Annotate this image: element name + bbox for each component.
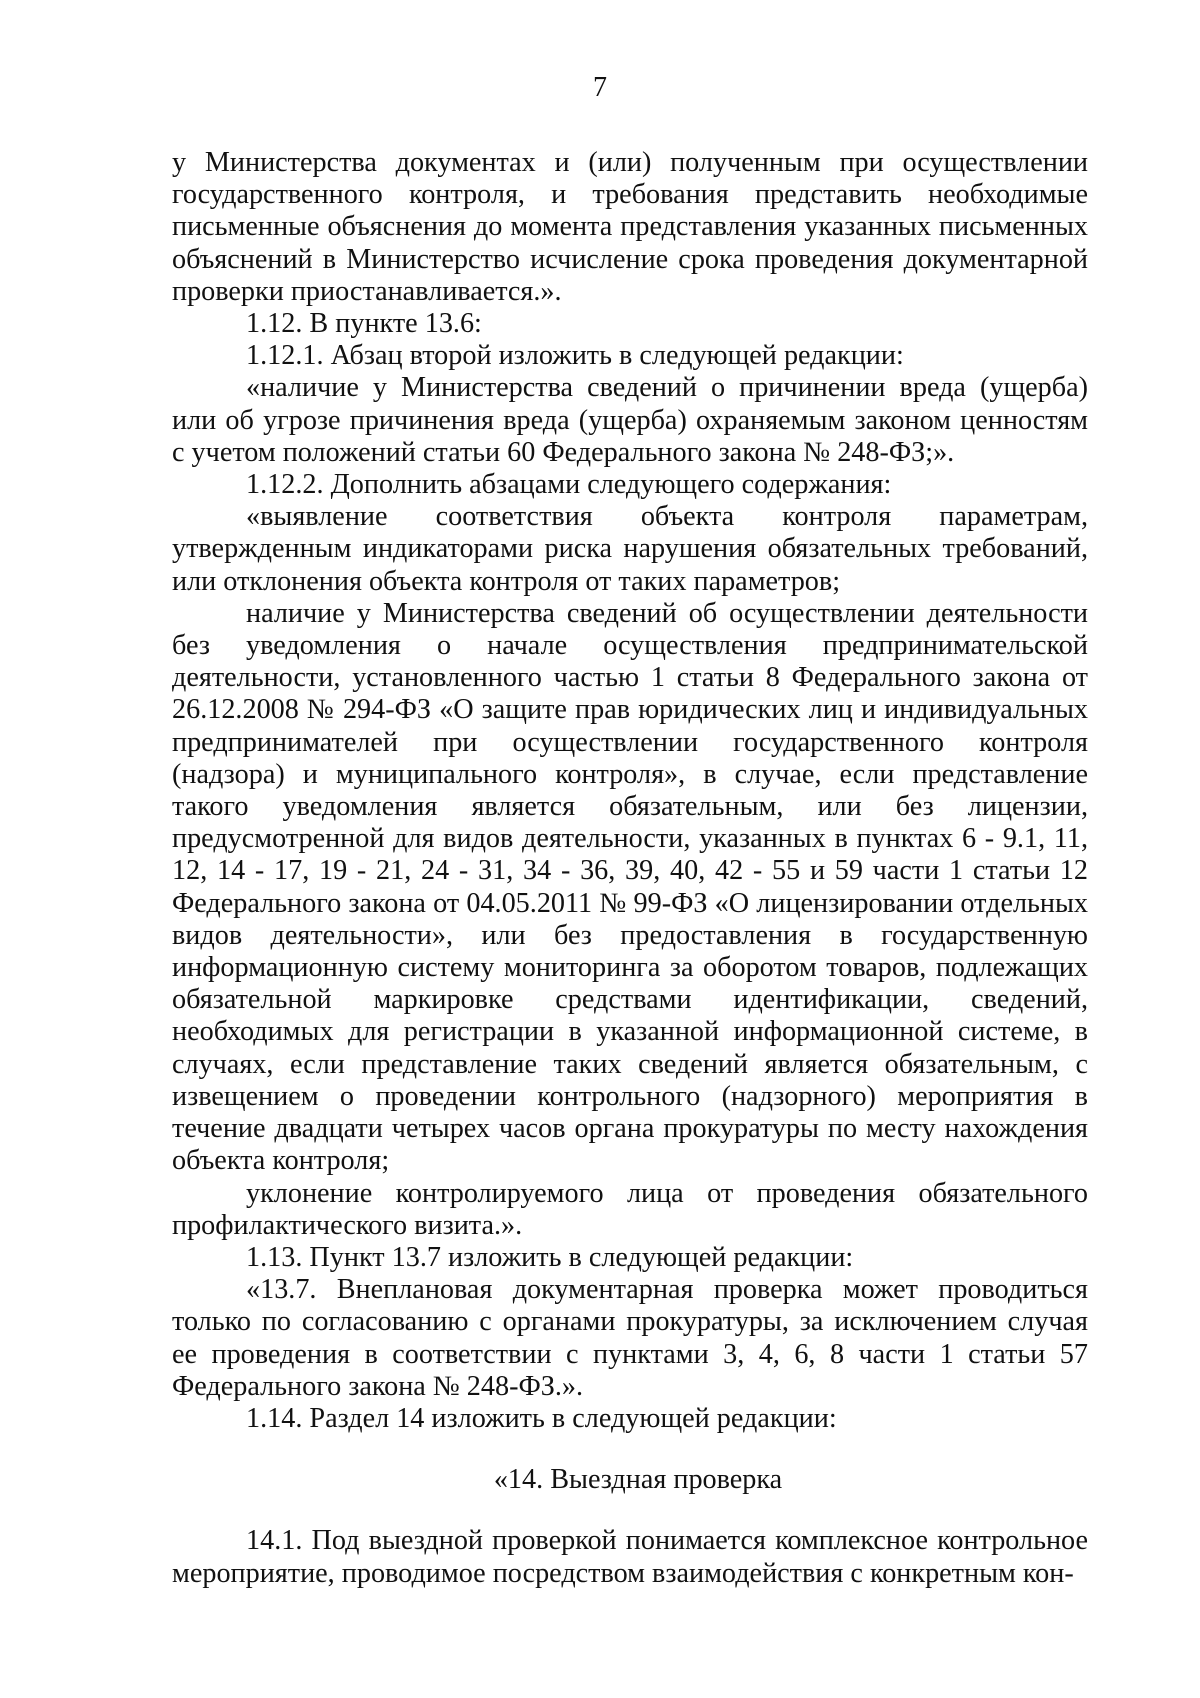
paragraph-item-1-13: 1.13. Пункт 13.7 изложить в следующей редакции: xyxy=(246,1241,854,1273)
paragraph-evasion: уклонение контролируемого лица от проведения обязательного профилактического визита.». xyxy=(172,1177,1088,1241)
paragraph-item-1-12-1: 1.12.1. Абзац второй изложить в следующей редакции: xyxy=(246,340,904,372)
paragraph-quote-indicators: «выявление соответствия объекта контроля параметрам, утвержденным индикаторами риска нарушения обязательных требований, или отклонения объекта контроля от таких параметров; xyxy=(172,501,1088,597)
paragraph-quote-harm: «наличие у Министерства сведений о причинении вреда (ущерба) или об угрозе причинения вреда (ущерба) охраняемым законом ценностям с учетом положений статьи 60 Федерального закона № 248-ФЗ;». xyxy=(172,372,1088,468)
paragraph-item-1-12-2: 1.12.2. Дополнить абзацами следующего содержания: xyxy=(246,469,892,501)
paragraph-quote-13-7: «13.7. Внеплановая документарная проверка может проводиться только по согласованию с органами прокуратуры, за исключением случая ее проведения в соответствии с пунктами 3, 4, 6, 8 части 1 статьи 57 Федерального закона № 248-ФЗ.». xyxy=(172,1274,1088,1402)
document-body xyxy=(172,147,1088,1590)
section-heading: «14. Выездная проверка xyxy=(493,1464,783,1496)
paragraph-item-1-14: 1.14. Раздел 14 изложить в следующей редакции: xyxy=(246,1402,837,1434)
paragraph-item-14-1: 14.1. Под выездной проверкой понимается комплексное контрольное мероприятие, проводимое посредством взаимодействия с конкретным кон- xyxy=(172,1525,1088,1589)
paragraph-continuation: у Министерства документах и (или) полученным при осуществлении государственного контроля, и требования представить необходимые письменные объяснения до момента представления указанных письменных объяснений в Министерство исчисление срока проведения документарной проверки приостанавливается.». xyxy=(172,147,1088,307)
page-number: 7 xyxy=(593,72,607,103)
paragraph-activity-without-notice: наличие у Министерства сведений об осуществлении деятельности без уведомления о начале осуществления предпринимательской деятельности, установленного частью 1 статьи 8 Федерального закона от 26.12.2008 № 294-ФЗ «О защите прав юридических лиц и индивидуальных предпринимателей при осуществлении государственного контроля (надзора) и муниципального контроля», в случае, если представление такого уведомления является обязательным, или без лицензии, предусмотренной для видов деятельности, указанных в пунктах 6 - 9.1, 11, 12, 14 - 17, 19 - 21, 24 - 31, 34 - 36, 39, 40, 42 - 55 и 59 части 1 статьи 12 Федерального закона от 04.05.2011 № 99-ФЗ «О лицензировании отдельных видов деятельности», или без предоставления в государственную информационную систему мониторинга за оборотом товаров, подлежащих обязательной маркировке средствами идентификации, сведений, необходимых для регистрации в указанной информационной системе, в случаях, если представление таких сведений является обязательным, с извещением о проведении контрольного (надзорного) мероприятия в течение двадцати четырех часов органа прокуратуры по месту нахождения объекта контроля; xyxy=(172,597,1088,1177)
paragraph-item-1-12: 1.12. В пункте 13.6: xyxy=(246,308,482,340)
